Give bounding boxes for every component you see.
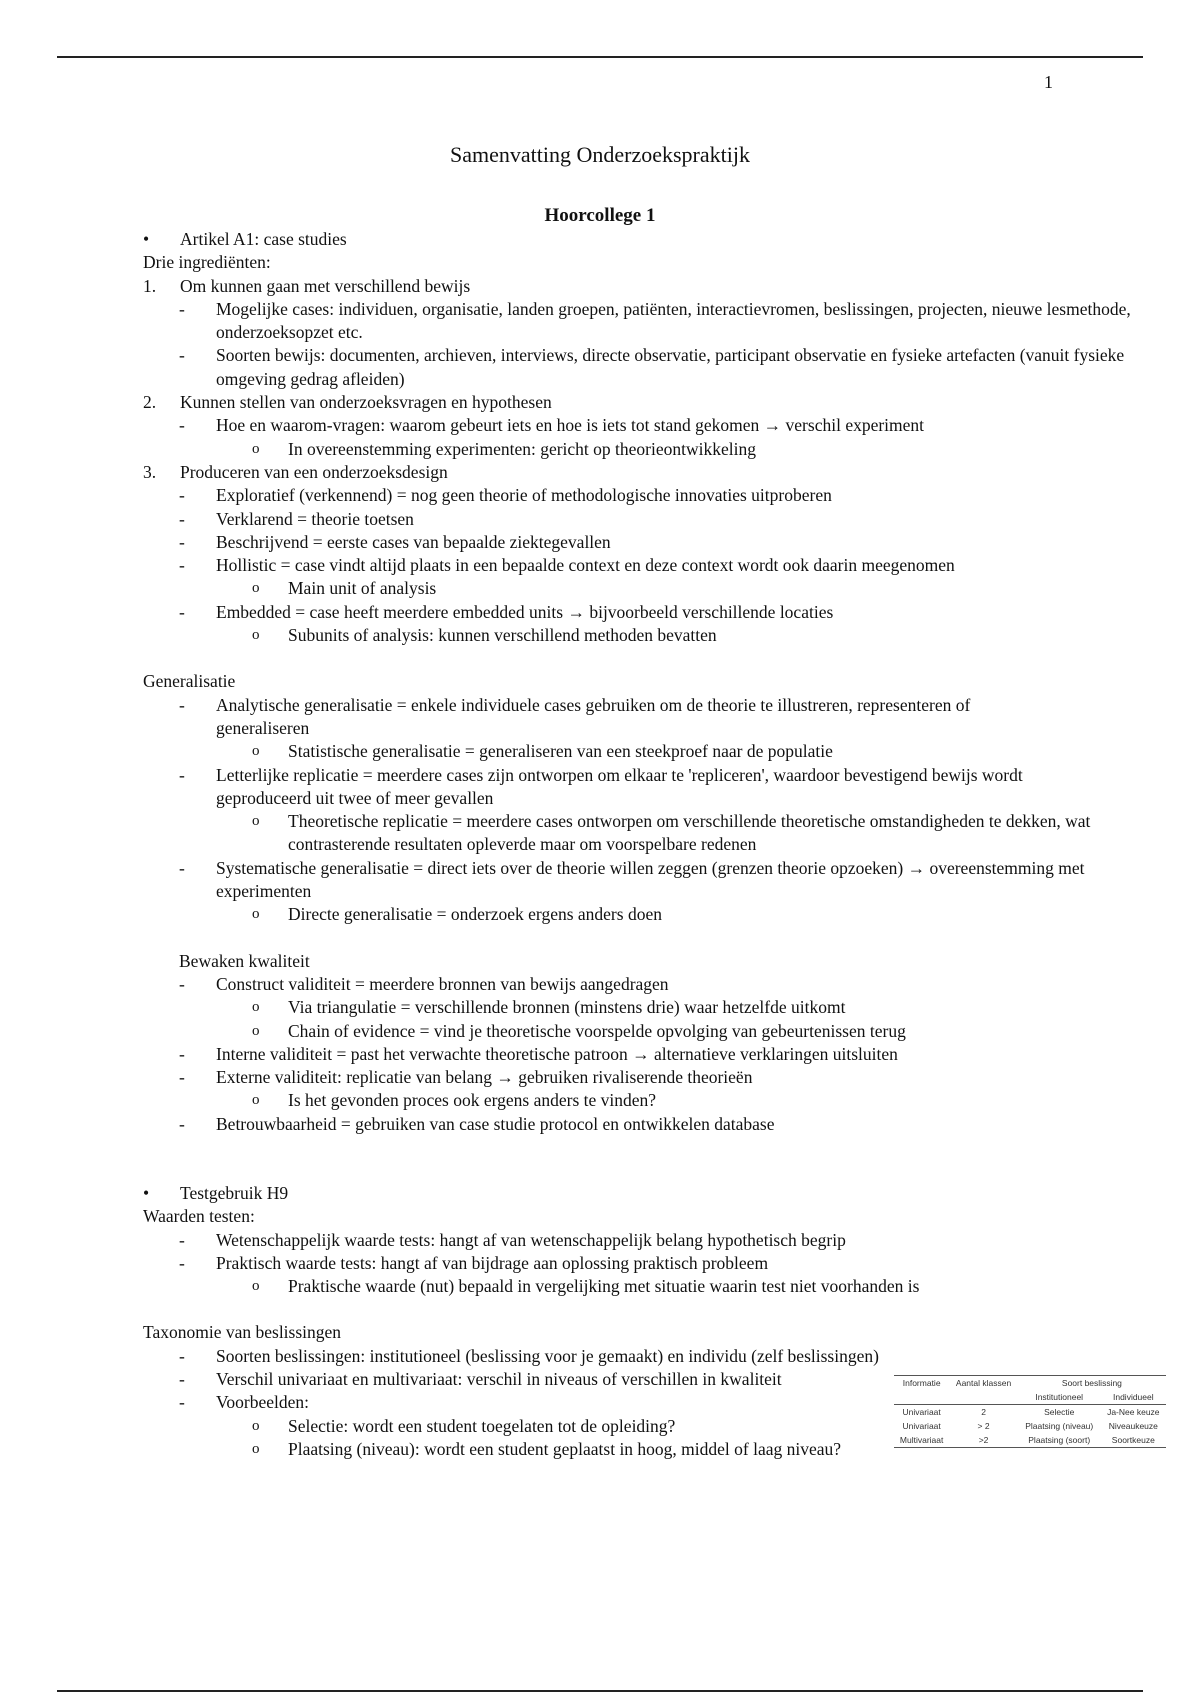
dash-item: - Voorbeelden: xyxy=(143,1391,1143,1414)
table-row xyxy=(894,1419,1166,1433)
dash-marker: - xyxy=(179,1345,185,1366)
dash-item: - Beschrijvend = eerste cases van bepaalde ziektegevallen xyxy=(143,531,1143,554)
dash-item: - Externe validiteit: replicatie van belang → gebruiken rivaliserende theorieën xyxy=(143,1066,1143,1089)
header-aantal-klassen: Aantal klassen xyxy=(949,1376,1018,1391)
dash-item: - Betrouwbaarheid = gebruiken van case studie protocol en ontwikkelen database xyxy=(143,1113,1143,1136)
dash-item: - Soorten beslissingen: institutioneel (beslissing voor je gemaakt) en individu (zelf beslissingen) xyxy=(143,1345,956,1368)
circle-marker: o xyxy=(252,813,260,830)
dash-marker: - xyxy=(179,1043,185,1064)
dash-item: - Wetenschappelijk waarde tests: hangt af van wetenschappelijk belang hypothetisch begrip xyxy=(143,1229,1143,1252)
text-line: Drie ingrediënten: xyxy=(143,252,271,273)
table-cell: Univariaat xyxy=(902,1421,941,1431)
dash-item: - Soorten bewijs: documenten, archieven, interviews, directe observatie, participant observatie en fysieke artefacten (vanuit fysieke omgeving gedrag afleiden) xyxy=(179,345,1125,389)
circle-marker: o xyxy=(252,999,260,1016)
circle-item: o Selectie: wordt een student toegelaten tot de opleiding? xyxy=(143,1415,1143,1438)
dash-marker: - xyxy=(179,345,185,366)
table-cell: 2 xyxy=(981,1407,986,1417)
dash-marker: - xyxy=(179,601,185,622)
dash-marker: - xyxy=(179,694,185,715)
circle-item: o Chain of evidence = vind je theoretische voorspelde opvolging van gebeurtenissen terug xyxy=(143,1020,1143,1043)
dash-marker: - xyxy=(179,764,185,785)
dash-marker: - xyxy=(179,1369,185,1390)
circle-item: o Via triangulatie = verschillende bronnen (minstens drie) waar hetzelfde uitkomt xyxy=(143,996,1143,1019)
numbered-item: 1. Om kunnen gaan met verschillend bewijs xyxy=(143,275,1143,298)
dash-item: - Mogelijke cases: individuen, organisatie, landen groepen, patiënten, interactievromen, beslissingen, projecten, nieuwe lesmethode, onderzoeksopzet etc. xyxy=(179,298,1131,343)
dash-marker: - xyxy=(179,857,185,878)
table-cell: Plaatsing (niveau) xyxy=(1025,1421,1094,1431)
dash-marker: - xyxy=(179,1113,185,1134)
table-cell: Plaatsing (soort) xyxy=(1018,1433,1101,1448)
dash-marker: - xyxy=(179,1067,185,1088)
number-marker: 3. xyxy=(143,461,157,482)
table-cell: Ja-Nee keuze xyxy=(1107,1407,1160,1417)
dash-marker: - xyxy=(179,415,185,436)
dash-marker: - xyxy=(179,508,185,529)
circle-marker: o xyxy=(252,743,260,760)
circle-marker: o xyxy=(252,1417,260,1434)
circle-item: o Plaatsing (niveau): wordt een student geplaatst in hoog, middel of laag niveau? xyxy=(143,1438,1143,1461)
subheading: Bewaken kwaliteit xyxy=(179,950,310,971)
spacer xyxy=(143,927,1143,950)
bullet-marker: • xyxy=(143,229,150,249)
subheading: Taxonomie van beslissingen xyxy=(143,1322,342,1343)
text-line: Waarden testen: xyxy=(143,1206,255,1227)
circle-marker: o xyxy=(252,1440,260,1457)
circle-item: o Is het gevonden proces ook ergens anders te vinden? xyxy=(143,1089,1143,1112)
circle-item: o In overeenstemming experimenten: gericht op theorieontwikkeling xyxy=(143,438,1143,461)
document-body xyxy=(143,228,1143,1461)
header-individueel: Individueel xyxy=(1101,1390,1166,1405)
header-institutioneel: Institutioneel xyxy=(1018,1390,1101,1405)
decision-taxonomy-table xyxy=(894,1375,1166,1448)
dash-marker: - xyxy=(179,555,185,576)
circle-item: o Praktische waarde (nut) bepaald in vergelijking met situatie waarin test niet voorhanden is xyxy=(143,1275,1143,1298)
dash-marker: - xyxy=(179,1229,185,1250)
circle-marker: o xyxy=(252,1278,260,1295)
table-row xyxy=(894,1405,1166,1420)
circle-marker: o xyxy=(252,1092,260,1109)
dash-item: - Praktisch waarde tests: hangt af van bijdrage aan oplossing praktisch probleem xyxy=(143,1252,1143,1275)
dash-marker: - xyxy=(179,531,185,552)
bullet-item: • Testgebruik H9 xyxy=(143,1182,1143,1205)
dash-item: - Exploratief (verkennend) = nog geen theorie of methodologische innovaties uitproberen xyxy=(143,484,1143,507)
circle-item: o Subunits of analysis: kunnen verschillend methoden bevatten xyxy=(143,624,1143,647)
dash-marker: - xyxy=(179,1252,185,1273)
dash-marker: - xyxy=(179,973,185,994)
circle-item: o Main unit of analysis xyxy=(143,577,1143,600)
table-cell: Soortkeuze xyxy=(1101,1433,1166,1448)
spacer xyxy=(143,1136,1143,1182)
dash-item: - Interne validiteit = past het verwachte theoretische patroon → alternatieve verklaringen uitsluiten xyxy=(143,1043,1143,1066)
circle-item: o Statistische generalisatie = generaliseren van een steekproef naar de populatie xyxy=(143,740,1143,763)
spacer xyxy=(143,647,1143,670)
numbered-item: 2. Kunnen stellen van onderzoeksvragen en hypothesen xyxy=(143,391,1143,414)
table-cell: Niveaukeuze xyxy=(1108,1421,1158,1431)
circle-item: o Theoretische replicatie = meerdere cases ontworpen om verschillende theoretische omstandigheden te dekken, wat contrasterende resultaten opleverde maar om voorspelbare redenen xyxy=(252,811,1091,855)
dash-marker: - xyxy=(179,298,185,319)
circle-marker: o xyxy=(252,1022,260,1039)
dash-item: - Systematische generalisatie = direct iets over de theorie willen zeggen (grenzen theorie opzoeken) → overeenstemming met experimenten xyxy=(179,857,1085,902)
dash-item: - Construct validiteit = meerdere bronnen van bewijs aangedragen xyxy=(143,973,1143,996)
bullet-item: • Artikel A1: case studies xyxy=(143,228,1143,251)
numbered-item: 3. Produceren van een onderzoeksdesign xyxy=(143,461,1143,484)
number-marker: 1. xyxy=(143,275,157,296)
circle-marker: o xyxy=(252,627,260,644)
dash-marker: - xyxy=(179,1392,185,1413)
dash-item: - Letterlijke replicatie = meerdere cases zijn ontworpen om elkaar te 'repliceren', waardoor bevestigend bewijs wordt geproduceerd uit twee of meer gevallen xyxy=(179,764,1023,808)
dash-item: - Hoe en waarom-vragen: waarom gebeurt iets en hoe is iets tot stand gekomen → verschil experiment xyxy=(143,414,1143,437)
dash-item: - Hollistic = case vindt altijd plaats in een bepaalde context en deze context wordt ook daarin meegenomen xyxy=(143,554,1066,577)
header-soort-beslissing: Soort beslissing xyxy=(1018,1376,1166,1391)
table-row xyxy=(894,1433,1166,1448)
spacer xyxy=(143,1298,1143,1321)
dash-item: - Verklarend = theorie toetsen xyxy=(143,508,1143,531)
document-title: Samenvatting Onderzoekspraktijk xyxy=(450,142,750,167)
subheading: Generalisatie xyxy=(143,671,236,692)
table-cell: Selectie xyxy=(1044,1407,1075,1417)
dash-marker: - xyxy=(179,485,185,506)
dash-item: - Analytische generalisatie = enkele individuele cases gebruiken om de theorie te illustreren, representeren of generaliseren xyxy=(179,694,971,738)
bullet-marker: • xyxy=(143,1182,150,1203)
circle-marker: o xyxy=(252,580,260,597)
circle-marker: o xyxy=(252,906,260,923)
header-informatie: Informatie xyxy=(894,1376,949,1391)
table-cell: > 2 xyxy=(977,1421,990,1431)
table-cell: >2 xyxy=(949,1433,1018,1448)
dash-item: - Embedded = case heeft meerdere embedded units → bijvoorbeeld verschillende locaties xyxy=(143,601,1143,624)
table-cell: Univariaat xyxy=(902,1407,941,1417)
dash-item: - Verschil univariaat en multivariaat: verschil in niveaus of verschillen in kwaliteit xyxy=(143,1368,1143,1391)
circle-item: o Directe generalisatie = onderzoek ergens anders doen xyxy=(143,903,1143,926)
number-marker: 2. xyxy=(143,392,157,413)
table-cell: Multivariaat xyxy=(894,1433,949,1448)
circle-marker: o xyxy=(252,440,260,457)
top-rule xyxy=(57,56,1143,58)
page-number: 1 xyxy=(1044,72,1053,92)
section-heading: Hoorcollege 1 xyxy=(544,205,656,226)
bottom-rule xyxy=(57,1690,1143,1692)
